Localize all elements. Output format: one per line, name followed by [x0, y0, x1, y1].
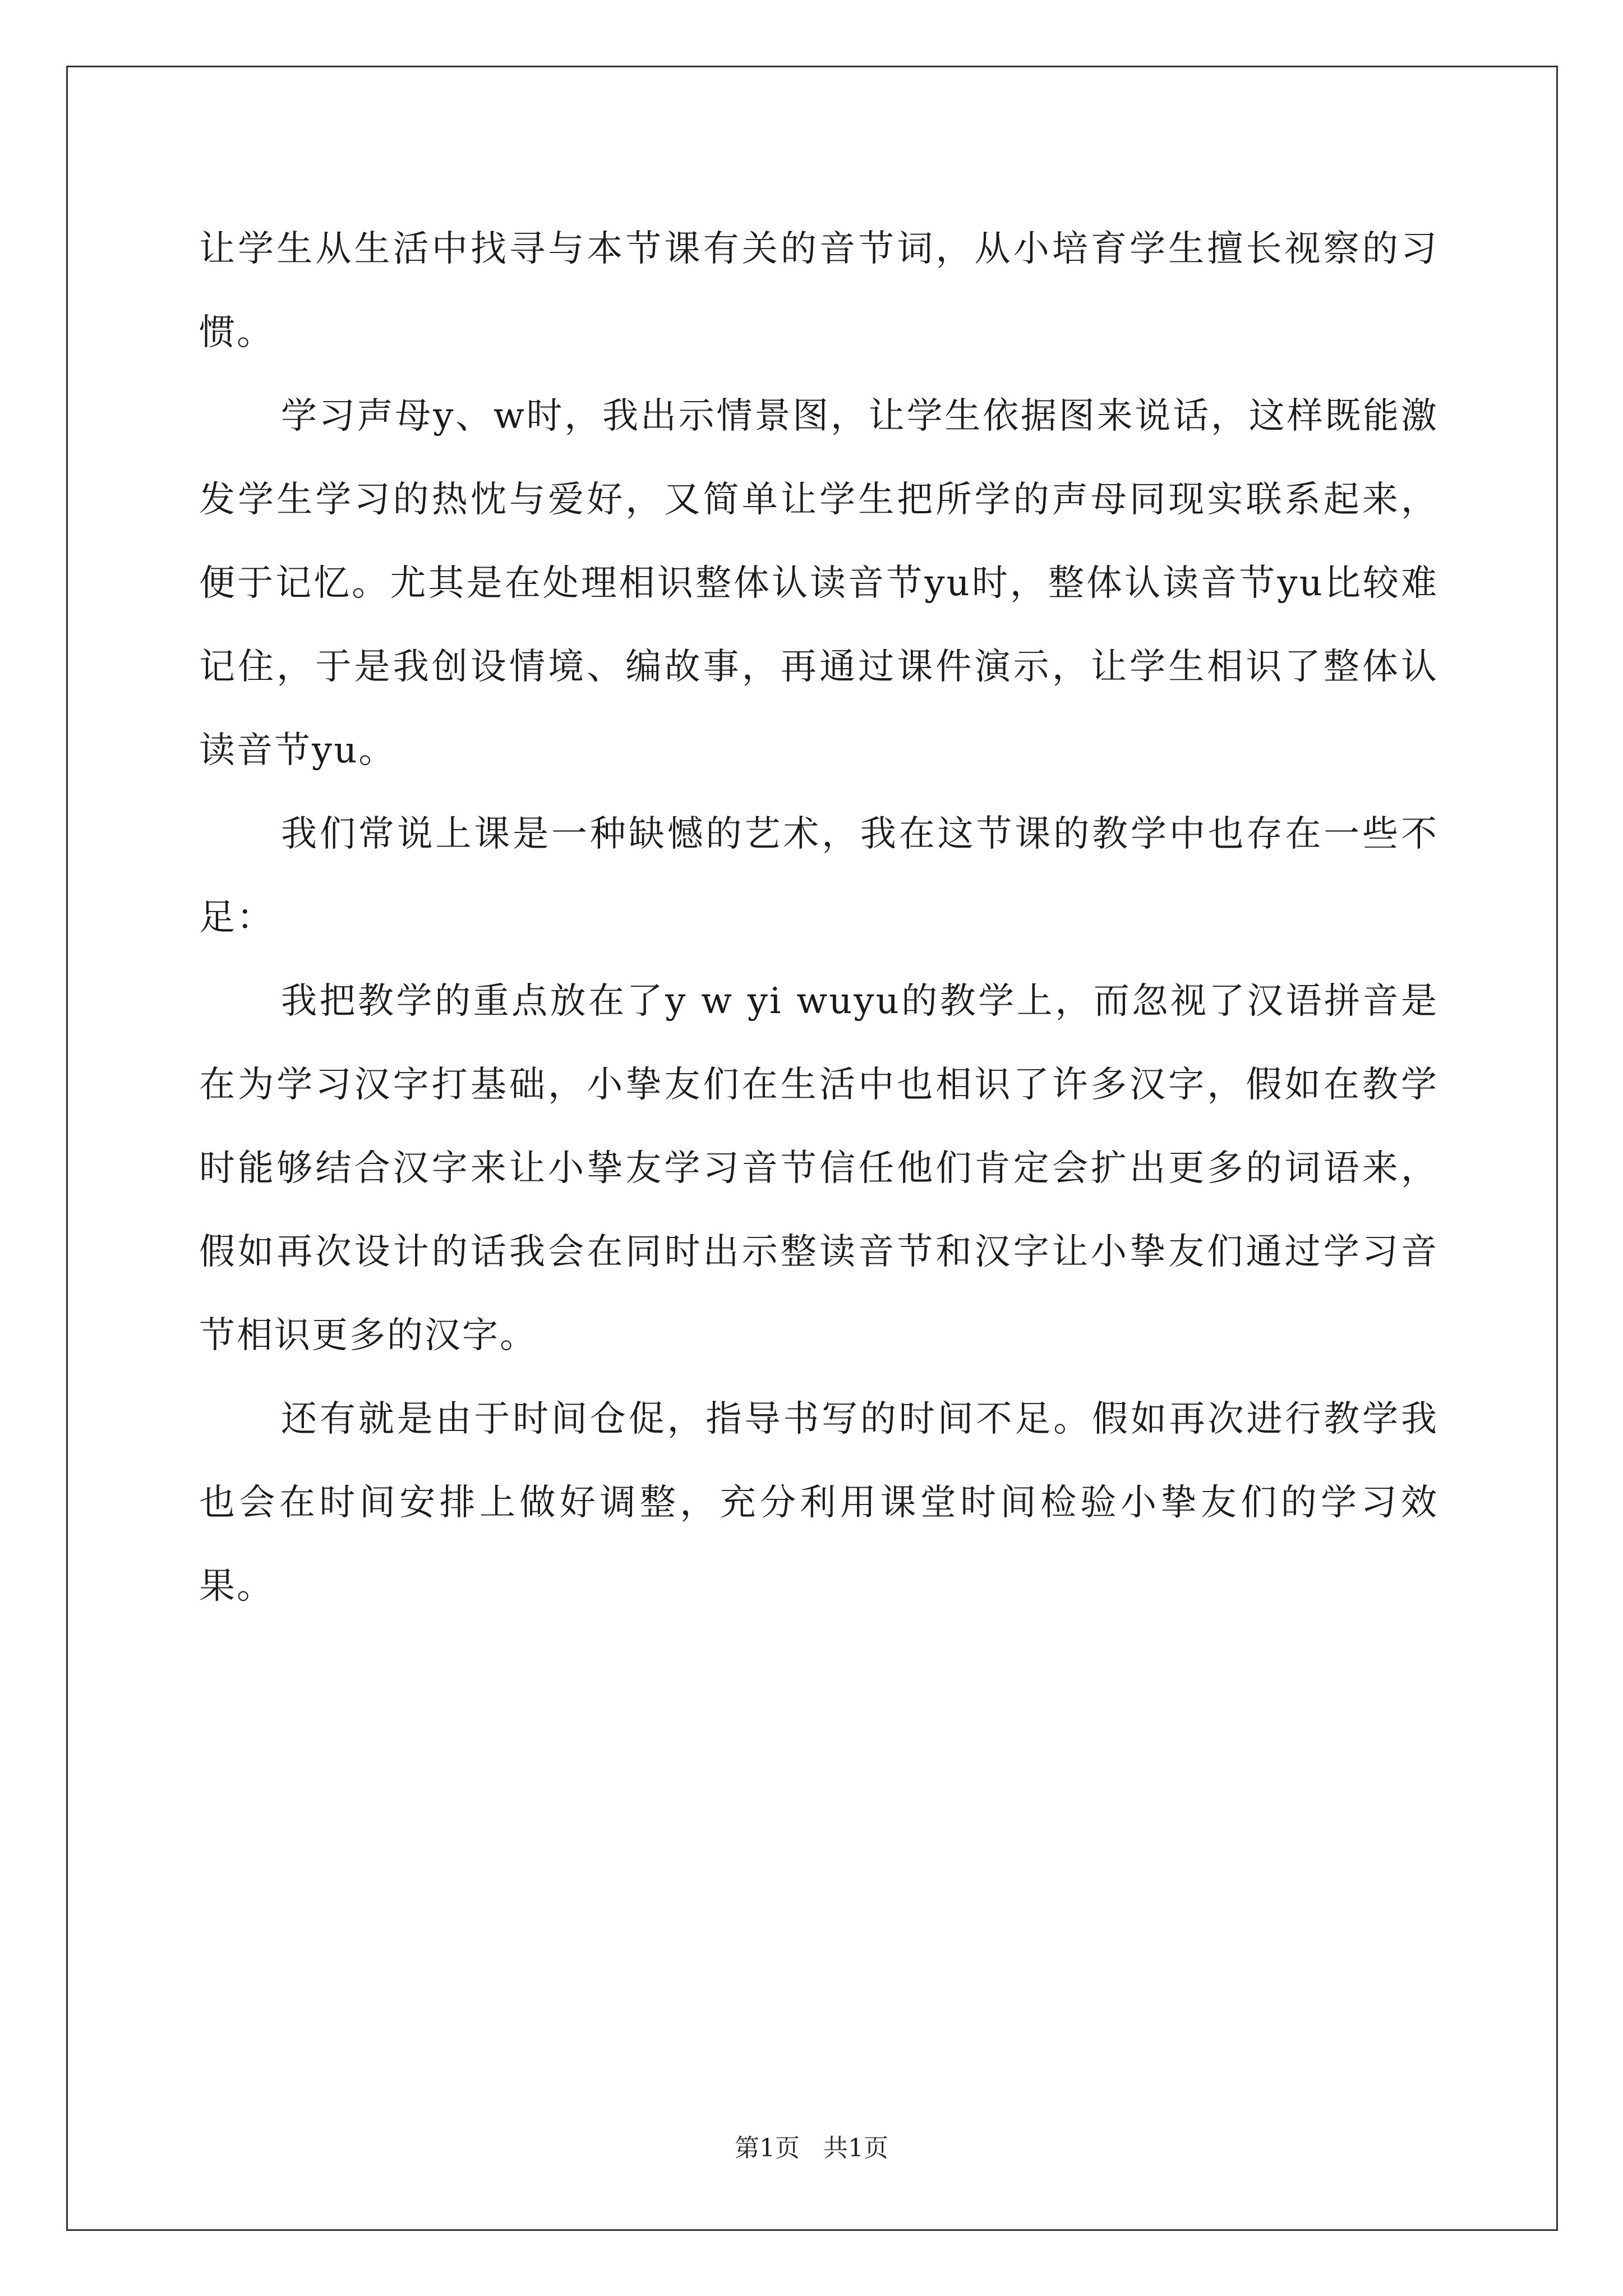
paragraph: 我把教学的重点放在了y w yi wuyu的教学上，而忽视了汉语拼音是在为学习汉字打基础，小挚友们在生活中也相识了许多汉字，假如在教学时能够结合汉字来让小挚友学习音节信任他们肯定会扩出更多的词语来，假如再次设计的话我会在同时出示整读音节和汉字让小挚友们通过学习音节相识更多的汉字。 — [199, 981, 1438, 1356]
document-body — [199, 208, 1438, 1628]
page-number: 第1页 — [735, 2134, 800, 2162]
paragraph: 还有就是由于时间仓促，指导书写的时间不足。假如再次进行教学我也会在时间安排上做好调整，充分利用课堂时间检验小挚友们的学习效果。 — [199, 1398, 1438, 1607]
paragraph: 学习声母y、w时，我出示情景图，让学生依据图来说话，这样既能激发学生学习的热忱与爱好，又简单让学生把所学的声母同现实联系起来，便于记忆。尤其是在处理相识整体认读音节yu时，整体认读音节yu比较难记住，于是我创设情境、编故事，再通过课件演示，让学生相识了整体认读音节yu。 — [199, 395, 1438, 771]
paragraph: 我们常说上课是一种缺憾的艺术，我在这节课的教学中也存在一些不足： — [199, 813, 1438, 938]
page-footer — [0, 2132, 1623, 2165]
paragraph: 让学生从生活中找寻与本节课有关的音节词，从小培育学生擅长视察的习惯。 — [199, 228, 1438, 353]
page-total: 共1页 — [823, 2134, 888, 2162]
